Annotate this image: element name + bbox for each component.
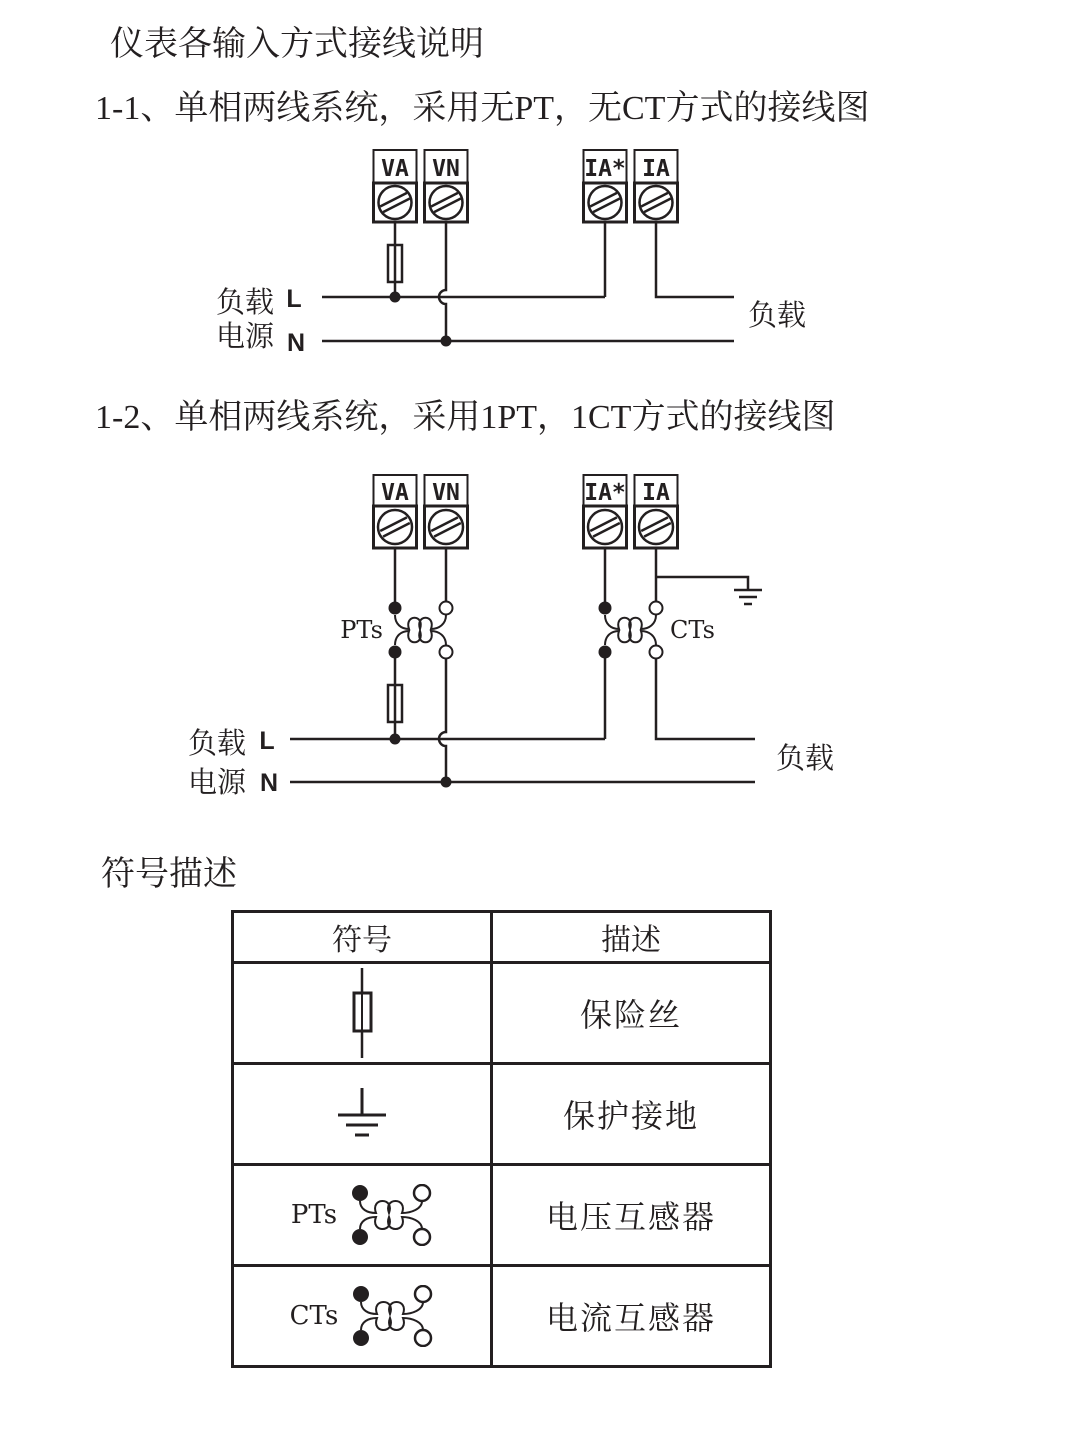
- page-title: 仪表各输入方式接线说明: [110, 26, 484, 63]
- wire-ct-to-load: [656, 658, 755, 739]
- terminal-vn: [425, 150, 468, 222]
- terminal-label: VN: [432, 156, 460, 182]
- terminal-vn: [425, 475, 468, 548]
- load-label-right: 负载: [747, 300, 807, 332]
- screw-icon: [430, 186, 463, 219]
- wire-vn-to-n-with-hop: [439, 222, 446, 341]
- screw-icon: [640, 186, 673, 219]
- pt-symbol-label: PTs: [290, 1200, 338, 1230]
- wiring-diagram-no-pt-no-ct: [160, 138, 1000, 373]
- terminal-label: IA*: [584, 480, 626, 506]
- polarity-dot: [599, 646, 612, 659]
- line-l-label: L: [286, 285, 302, 313]
- terminal-ia: [635, 150, 678, 222]
- ct-transformer-icon: [350, 1285, 434, 1347]
- junction-dot: [441, 336, 452, 347]
- source-label-power: 电源: [215, 321, 275, 353]
- terminal-label: VN: [432, 480, 460, 506]
- table-header-row: [233, 912, 771, 963]
- section-1-1-heading: 1-1、单相两线系统，采用无PT，无CT方式的接线图: [95, 90, 870, 127]
- terminal-ia-star: [584, 475, 627, 548]
- screw-icon: [429, 510, 463, 544]
- ground-symbol: [734, 590, 762, 604]
- table-row: [233, 1165, 771, 1266]
- fuse-icon: [342, 968, 382, 1058]
- screw-icon: [639, 510, 673, 544]
- terminal-circle: [440, 602, 453, 615]
- source-label-load: 负载: [215, 287, 275, 319]
- line-n-label: N: [286, 329, 306, 357]
- terminal-circle: [650, 602, 663, 615]
- symbol-description: 保护接地: [492, 1064, 771, 1165]
- screw-icon: [589, 186, 622, 219]
- pt-transformer-icon: [349, 1184, 433, 1246]
- symbol-description-table: [231, 910, 772, 1368]
- terminal-va: [374, 150, 417, 222]
- terminal-circle: [650, 646, 663, 659]
- terminal-label: VA: [381, 156, 409, 182]
- screw-icon: [378, 510, 412, 544]
- polarity-dot: [599, 602, 612, 615]
- junction-dot: [441, 777, 452, 788]
- symbols-heading: 符号描述: [101, 856, 237, 893]
- ground-icon: [332, 1088, 392, 1140]
- terminal-ia-star: [584, 150, 627, 222]
- ct-symbol-label: CTs: [289, 1301, 339, 1331]
- column-header-symbol: 符号: [233, 912, 492, 963]
- symbol-description: 保险丝: [492, 963, 771, 1064]
- symbol-description: 电压互感器: [492, 1165, 771, 1266]
- terminal-va: [374, 475, 417, 548]
- polarity-dot: [389, 602, 402, 615]
- terminal-label: IA*: [584, 156, 626, 182]
- ct-label: CTs: [670, 616, 715, 644]
- wire-ground-branch: [656, 577, 748, 590]
- table-row: [233, 963, 771, 1064]
- wire-pt-to-n-with-hop: [439, 658, 446, 782]
- terminal-ia: [635, 475, 678, 548]
- line-l-label: L: [259, 727, 275, 755]
- polarity-dot: [389, 646, 402, 659]
- terminal-label: IA: [642, 480, 670, 506]
- source-label-load: 负载: [187, 728, 247, 760]
- pt-transformer-symbol: [389, 602, 453, 659]
- line-n-label: N: [259, 769, 279, 797]
- terminal-label: IA: [642, 156, 670, 182]
- terminal-label: VA: [381, 480, 409, 506]
- section-1-2-heading: 1-2、单相两线系统，采用1PT，1CT方式的接线图: [95, 399, 836, 436]
- wiring-diagram-1pt-1ct: [160, 465, 1000, 810]
- source-label-power: 电源: [187, 767, 247, 799]
- junction-dot: [390, 734, 401, 745]
- wire-ia-to-load: [656, 222, 734, 297]
- ct-transformer-symbol: [599, 602, 663, 659]
- column-header-description: 描述: [492, 912, 771, 963]
- load-label-right: 负载: [775, 743, 835, 775]
- junction-dot: [390, 292, 401, 303]
- table-row: [233, 1064, 771, 1165]
- table-row: [233, 1266, 771, 1367]
- screw-icon: [379, 186, 412, 219]
- symbol-description: 电流互感器: [492, 1266, 771, 1367]
- terminal-circle: [440, 646, 453, 659]
- pt-label: PTs: [340, 616, 383, 644]
- screw-icon: [588, 510, 622, 544]
